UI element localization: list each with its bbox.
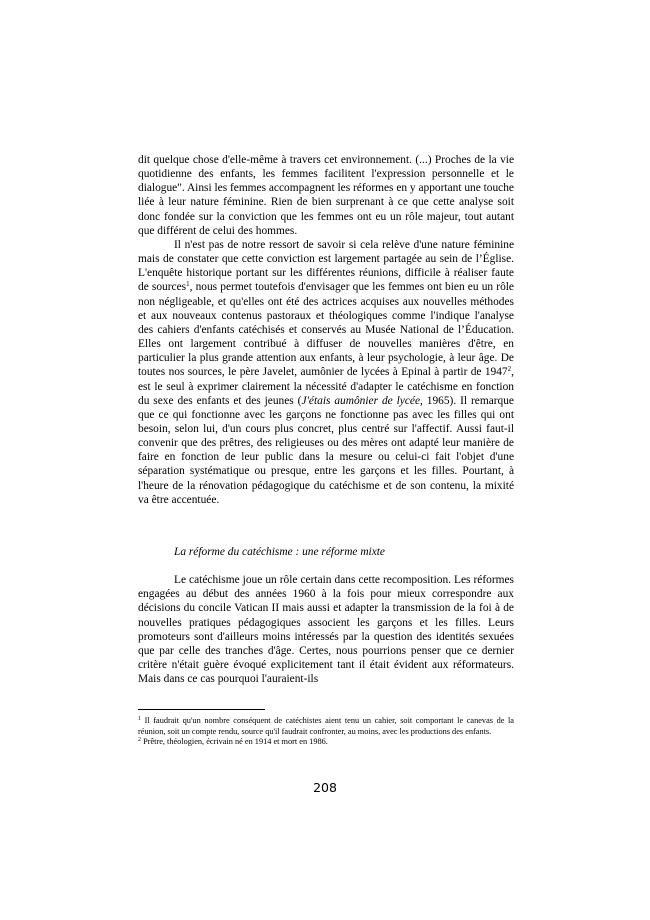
paragraph-2 — [138, 238, 514, 507]
footnote-2 — [138, 737, 514, 748]
body-text — [138, 153, 514, 686]
footnote-divider — [138, 709, 265, 710]
footnote-1 — [138, 716, 514, 737]
paragraph-3: Le catéchisme joue un rôle certain dans cette recomposition. Les réformes engagées au début des années 1960 à la fois pour mieux correspondre aux décisions du concile Vatican II mais aussi et adapter la transmission de la foi à de nouvelles pratiques pédagogiques associent les garçons et les filles. Leurs promoteurs sont d'ailleurs moins intéressés par la question des identités sexuées que par celle des tranches d'âge. Certes, nous pourrions penser que ce dernier critère n'était guère évoqué explicitement tant il était évident aux réformateurs. Mais dans ce cas pourquoi l'auraient-ils — [138, 574, 514, 686]
paragraph-1: dit quelque chose d'elle-même à travers cet environnement. (...) Proches de la vie quotidienne des enfants, les femmes facilitent l'expression personnelle et le dialogue". Ainsi les femmes accompagnent les réformes en y apportant une touche liée à leur nature féminine. Rien de bien surprenant à ce que cette analyse soit donc fondée sur la conviction que les femmes ont eu un rôle majeur, tout autant que différent de celui des hommes. — [138, 154, 514, 237]
footnote-text: Il faudrait qu'un nombre conséquent de catéchistes aient tenu un cahier, soit comportant le canevas de la réunion, soit un compte rendu, source qu'il faudrait confronter, au moins, avec les productions des enfants. — [138, 716, 514, 736]
footnotes — [138, 716, 514, 748]
section-heading: La réforme du catéchisme : une réforme mixte — [174, 545, 385, 558]
paragraph-2-text: Il n'est pas de notre ressort de savoir si cela relève d'une nature féminine mais de constater que cette conviction est largement partagée au sein de l’Église. L'enquête historique portant sur les différentes réunions, difficile à réaliser faute de sources — [138, 238, 514, 294]
footnote-text: Prêtre, théologien, écrivain né en 1914 et mort en 1986. — [141, 737, 328, 746]
paragraph-2-text: , nous permet toutefois d'envisager que les femmes ont bien eu un rôle non négligeable, et qu'elles ont été des actrices acquises aux nouvelles méthodes et aux nouveaux contenus pastoraux et théologiques comme l'indique l'analyse des cahiers d'enfants catéchisés et conservés au Musée National de l’Éducation. Elles ont largement contribué à diffuser de nouvelles manières d'être, en particulier la plus grande attention aux enfants, à leur psychologie, à leur âge. De toutes nos sources, le père Javelet, aumônier de lycées à Epinal à partir de 1947 — [138, 281, 514, 379]
footnote-number: 1 — [138, 716, 141, 722]
paragraph-2-text: , est le seul à exprimer clairement la nécessité d'adapter le catéchisme en fonction du sexe des enfants et des jeunes ( — [138, 366, 514, 407]
paragraph-2-text: , 1965). Il remarque que ce qui fonctionne avec les garçons ne fonctionne pas avec les filles qui ont besoin, selon lui, d'un cours plus concret, plus centré sur l'affectif. Aussi faut-il convenir que des prêtres, des religieuses ou des mères ont adapté leur manière de faire en fonction de leur public dans la mesure ou celui-ci fait l'objet d'une séparation systématique ou presque, entre les garçons et les filles. Pourtant, à l'heure de la rénovation pédagogique du catéchisme et de son contenu, la mixité va être accentuée. — [138, 394, 514, 506]
footnote-number: 2 — [138, 737, 141, 743]
book-title: J'étais aumônier de lycée — [301, 394, 420, 407]
footnote-ref-2: 2 — [507, 365, 512, 374]
page-number: 208 — [313, 780, 337, 795]
footnote-ref-1: 1 — [186, 280, 190, 289]
